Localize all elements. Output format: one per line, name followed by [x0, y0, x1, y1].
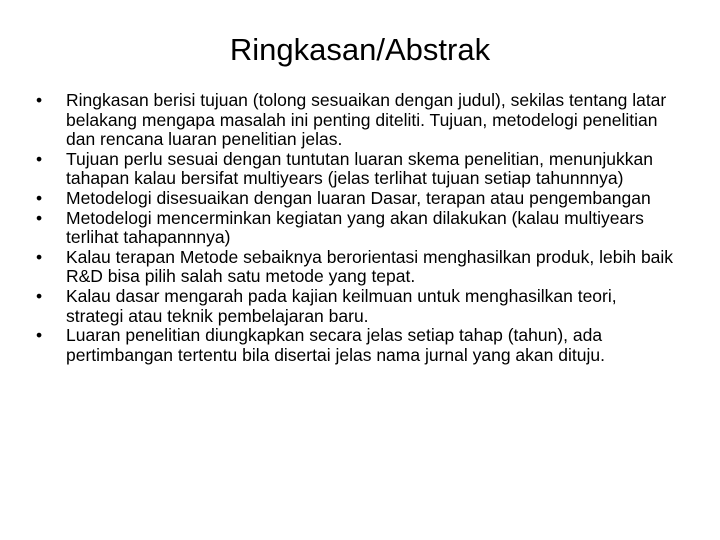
- bullet-dot-icon: •: [36, 325, 43, 346]
- bullet-item: [36, 326, 676, 365]
- bullet-text: Kalau dasar mengarah pada kajian keilmuan untuk menghasilkan teori, strategi atau teknik pembelajaran baru.: [66, 285, 617, 326]
- bullet-item: [36, 248, 676, 287]
- bullet-text: Luaran penelitian diungkapkan secara jelas setiap tahap (tahun), ada pertimbangan tertentu bila disertai jelas nama jurnal yang akan dituju.: [66, 325, 605, 365]
- bullet-list: [36, 91, 676, 365]
- slide-title: Ringkasan/Abstrak: [229, 32, 491, 67]
- bullet-text: Kalau terapan Metode sebaiknya berorientasi menghasilkan produk, lebih baik R&D bisa pilih salah satu metode yang tepat.: [66, 246, 674, 287]
- bullet-text: Metodelogi mencerminkan kegiatan yang akan dilakukan (kalau multiyears terlihat tahapannnya): [66, 207, 644, 248]
- bullet-dot-icon: •: [36, 207, 43, 228]
- bullet-item: [36, 189, 676, 209]
- bullet-item: [36, 91, 676, 150]
- bullet-dot-icon: •: [36, 148, 43, 169]
- bullet-text: Tujuan perlu sesuai dengan tuntutan luaran skema penelitian, menunjukkan tahapan kalau bersifat multiyears (jelas terlihat tujuan setiap tahunnnya): [66, 148, 653, 189]
- bullet-item: [36, 209, 676, 248]
- bullet-dot-icon: •: [36, 246, 43, 267]
- bullet-text: Ringkasan berisi tujuan (tolong sesuaikan dengan judul), sekilas tentang latar belakang mengapa masalah ini penting diteliti. Tujuan, metodelogi penelitian dan rencana luaran penelitian jelas.: [66, 90, 667, 150]
- bullet-dot-icon: •: [36, 187, 43, 208]
- bullet-item: [36, 287, 676, 326]
- bullet-text: Metodelogi disesuaikan dengan luaran Dasar, terapan atau pengembangan: [66, 187, 651, 208]
- bullet-dot-icon: •: [36, 90, 43, 110]
- bullet-dot-icon: •: [36, 285, 43, 306]
- bullet-item: [36, 150, 676, 189]
